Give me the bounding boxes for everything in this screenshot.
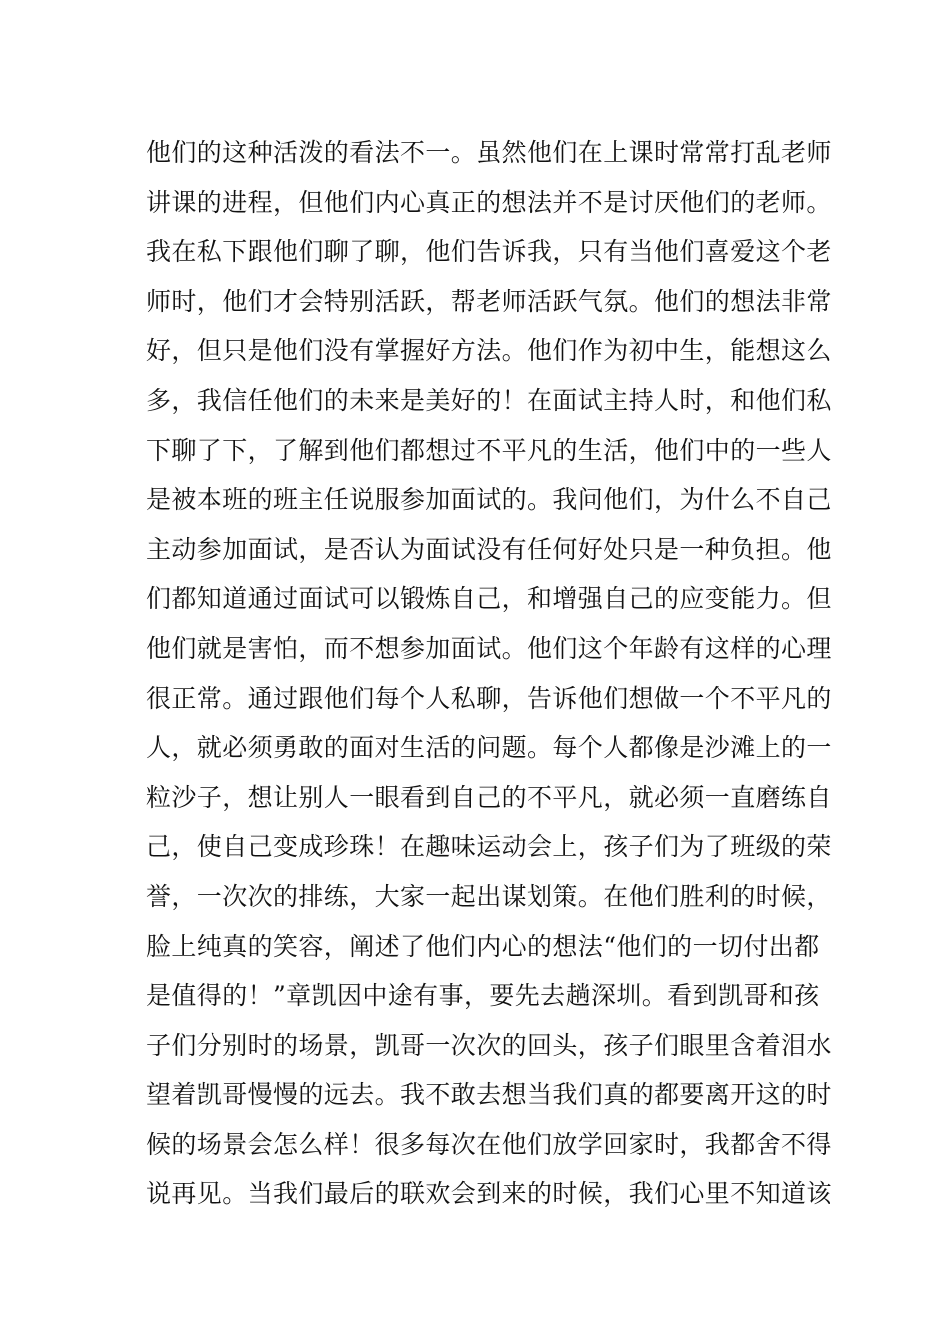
text-line: 己，使自己变成珍珠！在趣味运动会上，孩子们为了班级的荣 (146, 832, 832, 862)
text-line: 是被本班的班主任说服参加面试的。我问他们，为什么不自己 (146, 485, 832, 515)
text-line: 们都知道通过面试可以锻炼自己，和增强自己的应变能力。但 (146, 584, 832, 614)
text-line: 他们就是害怕，而不想参加面试。他们这个年龄有这样的心理 (146, 633, 832, 663)
text-line: 是值得的！”章凯因中途有事，要先去趟深圳。看到凯哥和孩 (146, 981, 820, 1011)
text-line: 下聊了下，了解到他们都想过不平凡的生活，他们中的一些人 (146, 435, 832, 465)
text-line: 说再见。当我们最后的联欢会到来的时候，我们心里不知道该 (146, 1179, 832, 1209)
text-line: 子们分别时的场景，凯哥一次次的回头，孩子们眼里含着泪水 (146, 1030, 832, 1060)
text-line: 师时，他们才会特别活跃，帮老师活跃气氛。他们的想法非常 (146, 286, 832, 316)
text-line: 好，但只是他们没有掌握好方法。他们作为初中生，能想这么 (146, 336, 832, 366)
text-line: 我在私下跟他们聊了聊，他们告诉我，只有当他们喜爱这个老 (146, 237, 832, 267)
text-line: 人，就必须勇敢的面对生活的问题。每个人都像是沙滩上的一 (146, 733, 832, 763)
text-line: 主动参加面试，是否认为面试没有任何好处只是一种负担。他 (146, 534, 832, 564)
body-text (146, 128, 832, 1219)
text-line: 脸上纯真的笑容，阐述了他们内心的想法“他们的一切付出都 (146, 931, 820, 961)
text-line: 粒沙子，想让别人一眼看到自己的不平凡，就必须一直磨练自 (146, 782, 832, 812)
text-line: 望着凯哥慢慢的远去。我不敢去想当我们真的都要离开这的时 (146, 1080, 832, 1110)
text-line: 他们的这种活泼的看法不一。虽然他们在上课时常常打乱老师 (146, 138, 832, 167)
text-line: 讲课的进程，但他们内心真正的想法并不是讨厌他们的老师。 (146, 187, 832, 217)
text-line: 誉，一次次的排练，大家一起出谋划策。在他们胜利的时候， (146, 881, 832, 911)
text-line: 候的场景会怎么样！很多每次在他们放学回家时，我都舍不得 (146, 1129, 832, 1159)
text-line: 很正常。通过跟他们每个人私聊，告诉他们想做一个不平凡的 (146, 683, 832, 713)
text-line: 多，我信任他们的未来是美好的！在面试主持人时，和他们私 (146, 385, 832, 415)
